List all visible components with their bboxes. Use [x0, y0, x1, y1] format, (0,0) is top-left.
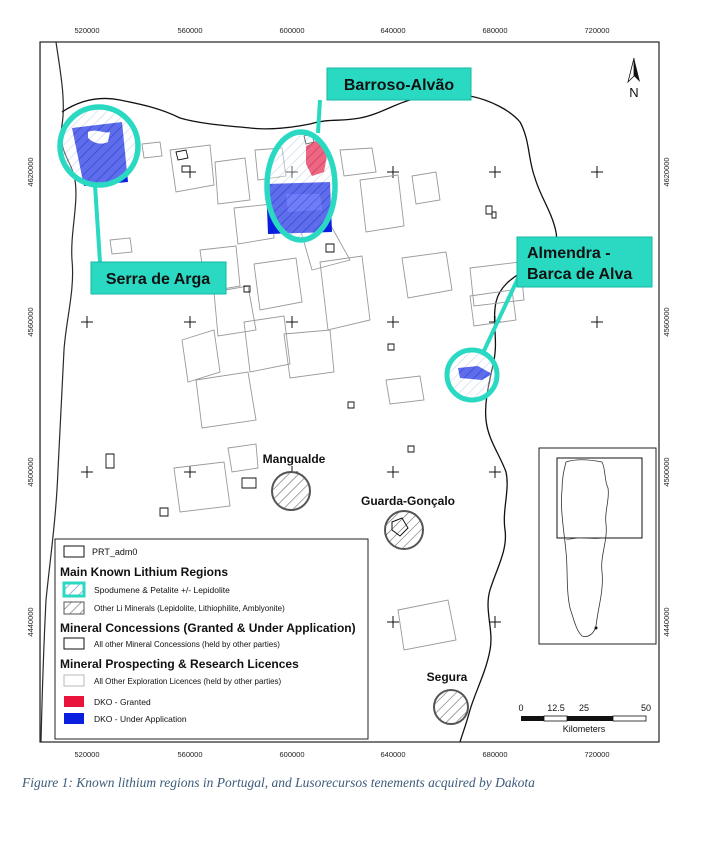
barroso-alvao-region	[266, 132, 335, 240]
legend-heading-licences: Mineral Prospecting & Research Licences	[60, 657, 299, 671]
inset-map	[539, 448, 656, 644]
y-tick-label: 4440000	[26, 607, 35, 637]
legend-spodumene-swatch	[64, 583, 84, 596]
y-tick-label: 4620000	[26, 157, 35, 187]
callout-barroso-label: Barroso-Alvão	[343, 77, 455, 94]
mangualde-circle	[272, 472, 310, 510]
legend-under-application: DKO - Under Application	[94, 714, 187, 724]
callout-almendra-line2: Barca de Alva	[527, 266, 633, 283]
x-tick-label: 720000	[584, 750, 610, 759]
almendra-region	[447, 350, 497, 400]
place-segura: Segura	[426, 670, 468, 684]
scale-tick: 25	[578, 703, 590, 713]
callout-almendra-line1: Almendra -	[527, 245, 611, 262]
scale-unit: Kilometers	[562, 724, 606, 734]
scale-tick: 0	[518, 703, 524, 713]
legend-prt: PRT_adm0	[92, 547, 138, 557]
x-tick-label: 600000	[279, 26, 305, 35]
guarda-circle	[385, 511, 423, 549]
y-tick-label: 4500000	[26, 457, 35, 487]
x-tick-label: 560000	[177, 26, 203, 35]
x-tick-label: 600000	[279, 750, 305, 759]
y-tick-label: 4560000	[662, 307, 671, 337]
x-axis-top	[74, 26, 609, 35]
x-tick-label: 520000	[74, 750, 100, 759]
x-tick-label: 720000	[584, 26, 610, 35]
scale-tick: 50	[640, 703, 652, 713]
legend-other-li: Other Li Minerals (Lepidolite, Lithiophilite, Amblyonite)	[94, 604, 285, 613]
y-tick-label: 4620000	[662, 157, 671, 187]
legend-heading-concessions: Mineral Concessions (Granted & Under Application)	[60, 621, 356, 635]
y-tick-label: 4560000	[26, 307, 35, 337]
legend-heading-main: Main Known Lithium Regions	[60, 565, 228, 579]
callout-serra-label: Serra de Arga	[105, 271, 211, 288]
legend-licence-swatch	[64, 675, 84, 686]
serra-de-arga-region	[60, 107, 138, 186]
legend-spodumene: Spodumene & Petalite +/- Lepidolite	[94, 585, 230, 595]
legend-granted: DKO - Granted	[94, 697, 151, 707]
x-tick-label: 640000	[380, 750, 406, 759]
x-tick-label: 680000	[482, 26, 508, 35]
y-axis-left	[26, 157, 35, 636]
place-mangualde: Mangualde	[262, 452, 326, 466]
x-tick-label: 680000	[482, 750, 508, 759]
legend-concession-swatch	[64, 638, 84, 649]
y-tick-label: 4500000	[662, 457, 671, 487]
legend-prt-swatch	[64, 546, 84, 557]
y-axis-right	[662, 157, 671, 636]
callout-serra	[91, 262, 226, 294]
legend-other-li-swatch	[64, 602, 84, 614]
y-tick-label: 4440000	[662, 607, 671, 637]
legend-other-concessions: All other Mineral Concessions (held by other parties)	[94, 640, 280, 649]
x-axis-bottom	[74, 750, 609, 759]
callout-almendra	[517, 237, 652, 287]
scale-tick: 12.5	[547, 703, 565, 713]
legend-granted-swatch	[64, 696, 84, 707]
place-guarda: Guarda-Gonçalo	[360, 494, 456, 508]
x-tick-label: 640000	[380, 26, 406, 35]
legend	[55, 539, 368, 739]
segura-circle	[434, 690, 468, 724]
north-label: N	[629, 85, 639, 100]
x-tick-label: 520000	[74, 26, 100, 35]
legend-other-licences: All Other Exploration Licences (held by other parties)	[94, 677, 282, 686]
figure-caption: Figure 1: Known lithium regions in Portugal, and Lusorecursos tenements acquired by Dakota	[22, 775, 535, 790]
legend-application-swatch	[64, 713, 84, 724]
callout-barroso	[327, 68, 471, 100]
x-tick-label: 560000	[177, 750, 203, 759]
